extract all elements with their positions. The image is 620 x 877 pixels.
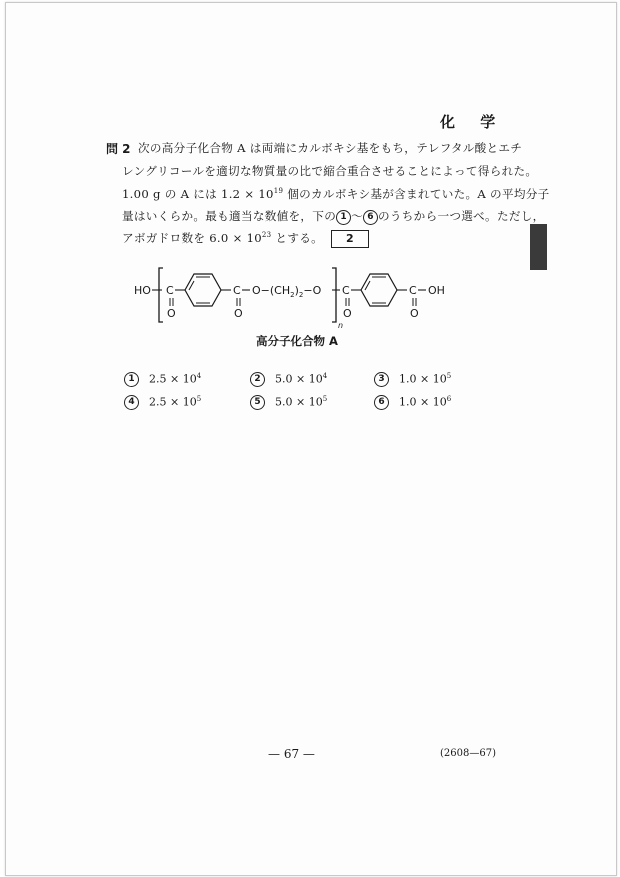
choice-2[interactable]: 2 $5.0 \times 10^4$ bbox=[250, 372, 327, 387]
polymer-structure-diagram bbox=[130, 262, 470, 332]
benzene-ring-2 bbox=[361, 274, 397, 306]
structure-o1: O bbox=[167, 307, 176, 320]
repeat-subscript-n: n bbox=[338, 321, 344, 330]
document-code: (2608—67) bbox=[440, 748, 496, 759]
choice-2-number: 2 bbox=[250, 372, 265, 387]
structure-ho: HO bbox=[134, 284, 151, 297]
structure-c1: C bbox=[166, 284, 174, 297]
choice-3[interactable]: 3 $1.0 \times 10^5$ bbox=[374, 372, 451, 387]
structure-linker: $O-(CH_2)_2-O$ bbox=[252, 284, 322, 299]
structure-c2: C bbox=[233, 284, 241, 297]
subject-heading: 化 学 bbox=[440, 113, 506, 131]
question-line-3: 1.00 g の A には $1.2 \times 10^{19}$ 個のカルボキシ基が含まれていた。A の平均分子 bbox=[122, 187, 550, 201]
choice-1[interactable]: 1 $2.5 \times 10^4$ bbox=[124, 372, 201, 387]
choice-4-number: 4 bbox=[124, 395, 139, 410]
page-number: — 67 — bbox=[268, 747, 315, 761]
choice-3-number: 3 bbox=[374, 372, 389, 387]
right-bracket bbox=[332, 268, 336, 322]
left-bracket bbox=[159, 268, 163, 322]
exam-page bbox=[5, 2, 617, 876]
structure-c3: C bbox=[342, 284, 350, 297]
choice-5-number: 5 bbox=[250, 395, 265, 410]
structure-caption: 高分子化合物 A bbox=[256, 334, 338, 348]
question-number: 問 2 bbox=[106, 142, 131, 156]
choice-6[interactable]: 6 $1.0 \times 10^6$ bbox=[374, 395, 451, 410]
choice-ref-6: 6 bbox=[363, 210, 378, 225]
question-line-5: アボガドロ数を $6.0 \times 10^{23}$ とする。 2 bbox=[122, 230, 369, 248]
question-line-1: 次の高分子化合物 A は両端にカルボキシ基をもち，テレフタル酸とエチ bbox=[138, 141, 523, 155]
question-line-4: 量はいくらか。最も適当な数値を，下の 1 ～ 6 のうちから一つ選べ。ただし， bbox=[122, 209, 545, 223]
section-tab-marker bbox=[530, 224, 547, 270]
structure-o2: O bbox=[234, 307, 243, 320]
choice-6-number: 6 bbox=[374, 395, 389, 410]
choice-1-number: 1 bbox=[124, 372, 139, 387]
structure-c4: C bbox=[409, 284, 417, 297]
choice-ref-1: 1 bbox=[336, 210, 351, 225]
structure-o3: O bbox=[343, 307, 352, 320]
question-line-2: レングリコールを適切な物質量の比で縮合重合させることによって得られた。 bbox=[122, 164, 538, 178]
choice-4[interactable]: 4 $2.5 \times 10^5$ bbox=[124, 395, 201, 410]
structure-o4: O bbox=[410, 307, 419, 320]
choice-5[interactable]: 5 $5.0 \times 10^5$ bbox=[250, 395, 327, 410]
structure-oh: OH bbox=[428, 284, 445, 297]
benzene-ring-1 bbox=[185, 274, 221, 306]
answer-box: 2 bbox=[331, 230, 369, 248]
